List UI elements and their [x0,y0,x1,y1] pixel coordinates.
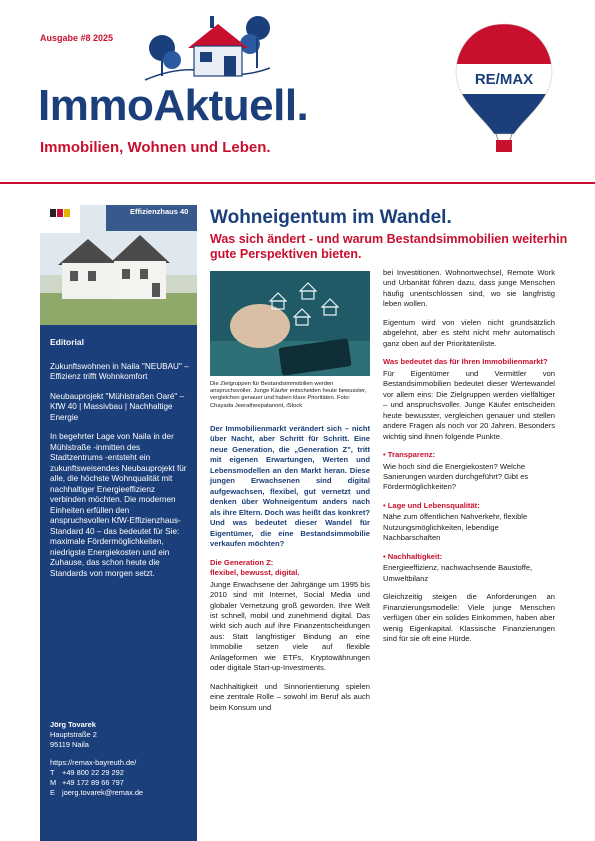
photo-caption [210,381,370,410]
article-paragraph: Gleichzeitig steigen die Anforderungen an Finanzierungsmodelle: Viele junge Menschen verfügen über ein solides Einkommen, haben aber wenig Eigenkapital. Klassische Finanzierungen sind für sie oft eine Hürde. [383,592,555,644]
photo-credit: Foto: Chayada Jeeratheepatanont, iStock [210,395,351,409]
section-heading-genz: Die Generation Z: [210,557,274,567]
section-subheading-genz: flexibel, bewusst, digital. [210,568,300,578]
caption-text: Die Zielgruppen für Bestandsimmobilien werden anspruchsvoller. Junge Käufer entscheiden heute bewusster, vergleichen genauer und haben klare Prioritäten. [210,381,367,402]
contact-phone[interactable]: +49 800 22 29 292 [62,767,124,777]
masthead-title: ImmoAktuell. [38,81,309,130]
article-paragraph: Nachhaltigkeit und Sinnorientierung spielen eine zentrale Rolle – sowohl im Beruf als auch beim Konsum und [210,681,370,712]
house-photo-image [40,205,197,325]
photo-badge: Effizienzhaus 40 [130,207,189,216]
article-subtitle: Was sich ändert - und warum Bestandsimmobilien weiterhin gute Perspektiven bieten. [210,232,568,261]
sidebar-text [50,337,190,588]
section-heading-market: Was bedeutet das für Ihren Immobilienmarkt? [383,357,548,367]
issue-label: Ausgabe #8 2025 [40,33,114,43]
contact-city: 95119 Naila [50,739,89,749]
masthead-tagline: Immobilien, Wohnen und Leben. [40,139,271,156]
header-divider [0,182,595,184]
tablet-house-icons-image [210,271,370,376]
article-paragraph: Junge Erwachsene der Jahrgänge um 1995 bis 2010 sind mit Internet, Social Media und globaler Vernetzung groß geworden. Ihre Welt ist schnell, mobil und zunehmend digital. Das wirkt sich auch auf ihre Finanzentscheidungen aus: Statt langfristiger Bindung an eine Immobilie setzen viele auf flexible Anlageformen wie ETFs, Kryptowährungen oder digitale Start-up-Investments. [210,579,370,673]
bullet-location-text: Nähe zum öffentlichen Nahverkehr, flexible Nutzungsmöglichkeiten, lebendige Nachbarschaften [383,512,528,543]
remax-balloon-logo [454,22,554,157]
article-paragraph: Eigentum wird von vielen nicht grundsätzlich abgelehnt, aber es steht nicht mehr automatisch ganz oben auf der Prioritätenliste. [383,317,555,348]
contact-name: Jörg Tovarek [50,720,96,729]
sidebar-paragraph: Zukunftswohnen in Naila "NEUBAU" – Effizienz trifft Wohnkomfort [50,361,189,382]
sidebar-editorial [40,205,197,841]
editorial-label: Editorial [50,337,85,347]
bullet-transparency-title: • Transparenz: [383,450,436,460]
article-column-2 [383,268,555,653]
bullet-transparency-text: Wie hoch sind die Energiekosten? Welche Sanierungen wurden durchgeführt? Gibt es Fördermöglichkeiten? [383,461,529,492]
email-label: E [50,787,55,797]
contact-street: Hauptstraße 2 [50,729,97,739]
contact-mobile[interactable]: +49 172 89 66 797 [62,777,124,787]
sidebar-paragraph: Neubauprojekt "Mühlstraßen Oaré" – KfW 40 | Massivbau | Nachhaltige Energie [50,391,185,422]
bullet-sustainability-text: Energieeffizienz, nachwachsende Baustoffe, Umweltbilanz [383,563,533,583]
contact-email-link[interactable]: joerg.tovarek@remax.de [62,787,144,797]
article-paragraph: bei Investitionen. Wohnortwechsel, Remote Work und Urbanität führen dazu, dass junge Menschen häufig unentschlossen sind, wo sie langfristig leben wollen. [383,268,555,309]
sidebar-paragraph: In begehrter Lage von Naila in der Mühlstraße -inmitten des Stadtzentrums -entsteht ein zukunftsweisendes Neubauprojekt für alle, die höchste Wohnqualität mit nachhaltiger Energieeffizienz verbinden möchten. Die modernen Einheiten erfüllen den anspruchsvollen KfW-Effizienzhaus-Standard 40 – das bedeutet für Sie: maximale Fördermöglichkeiten, niedrigste Energiekosten und ein Zuhause, das schon heute die Standards von morgen setzt. [50,432,187,578]
bullet-location-title: • Lage und Lebensqualität: [383,500,480,510]
phone-label: T [50,767,55,777]
article-column-1 [210,424,370,721]
contact-website-link[interactable]: https://remax-bayreuth.de/ [50,757,137,767]
mobile-label: M [50,777,57,787]
article-lead: Der Immobilienmarkt verändert sich – nicht über Nacht, aber Schritt für Schritt. Eine neue Generation, die „Generation Z", tritt mit eigenen Erwartungen, Werten und Lebensmodellen an den Markt heran. Diese jungen Erwachsenen sind digital aufgewachsen, flexibel, gut vernetzt und denken über Wohneigentum anders nach als ihre Eltern. Doch was heißt das konkret? Und was bedeutet dieser Wandel für Eigentümer, die eine Bestandsimmobilie verkaufen möchten? [210,424,370,549]
bullet-sustainability-title: • Nachhaltigkeit: [383,551,443,561]
contact-block [50,720,195,798]
sidebar-house-photo [40,205,197,325]
remax-logo-text: RE/MAX [474,71,534,88]
article-title: Wohneigentum im Wandel. [210,207,452,228]
article-paragraph: Für Eigentümer und Vermittler von Bestandsimmobilien bedeutet dieser Wertewandel vor allem eins: Die Zielgruppen werden vielfältiger – und anspruchsvoller. Junge Käufer entscheiden heute bewusster, vergleichen genauer und stellen andere Fragen als noch vor 20 Jahren. Besonders wichtig sind ihnen folgende Punkte. [383,368,555,441]
article-photo [210,271,370,376]
house-illustration-icon [140,10,275,85]
